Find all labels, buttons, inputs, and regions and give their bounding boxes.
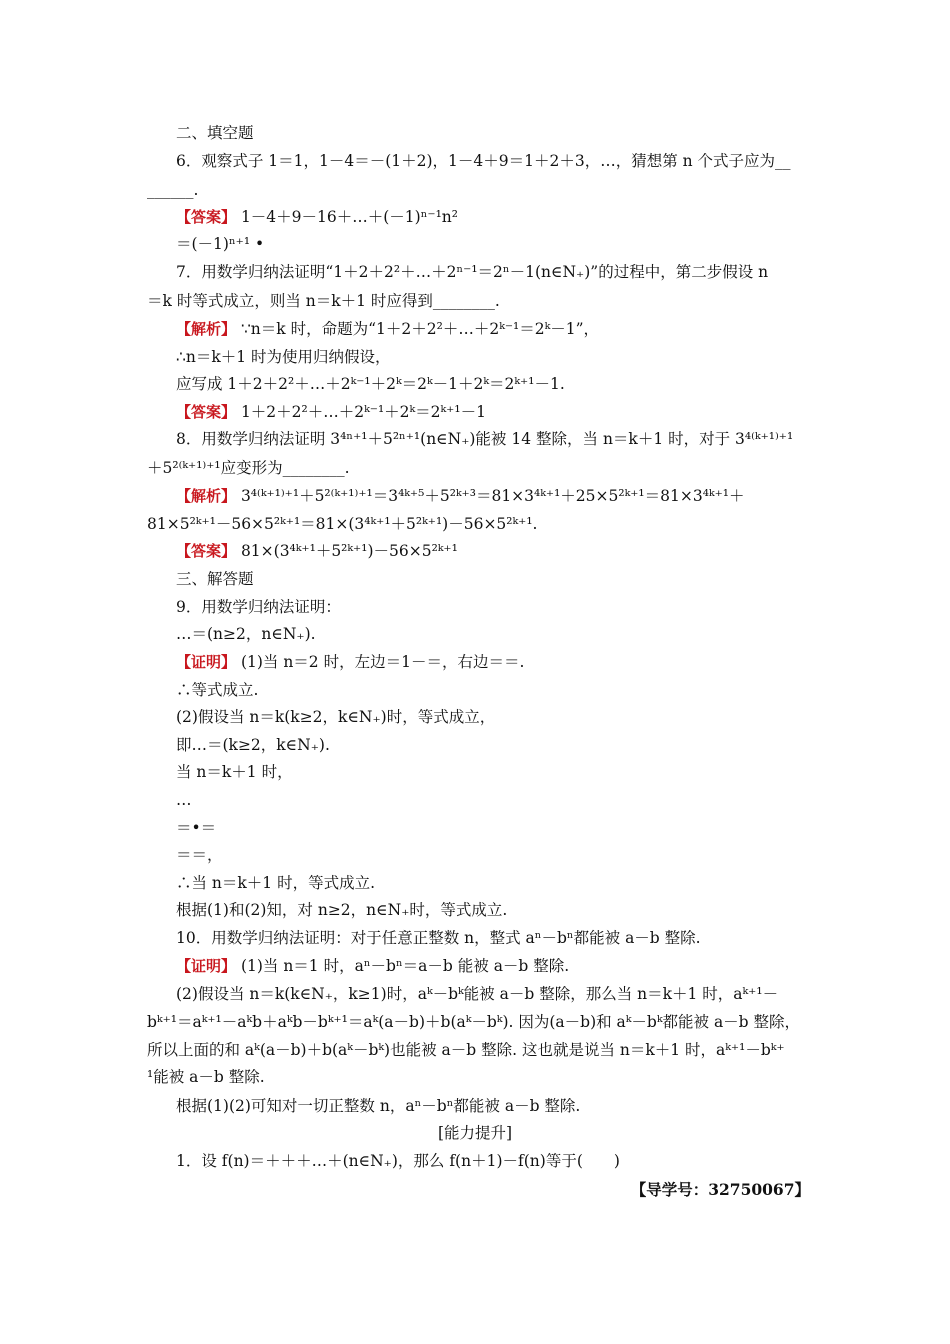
line-text: 1－4＋9－16＋…＋(－1)ⁿ⁻¹n²: [236, 208, 459, 226]
text-line: [176, 680, 258, 700]
label-tag: 【答案】: [176, 542, 237, 560]
label-tag: 【解析】: [176, 487, 237, 505]
text-line: [176, 762, 293, 782]
line-text: 即…＝(k≥2，k∈N₊).: [176, 736, 330, 754]
label-tag: 【答案】: [176, 208, 237, 226]
line-text: 1＋2＋2²＋…＋2ᵏ⁻¹＋2ᵏ＝2ᵏ⁺¹－1: [236, 403, 486, 421]
line-text: (1)当 n＝2 时，左边＝1－＝，右边＝＝.: [236, 653, 525, 671]
label-tag: 【证明】: [176, 957, 237, 975]
text-line: [147, 1040, 785, 1060]
guide-number: 【导学号：32750067】: [630, 1180, 810, 1199]
label-tag: 【答案】: [176, 403, 237, 421]
text-line: [176, 707, 495, 727]
line-text: ＝(－1)ⁿ⁺¹ •: [176, 235, 265, 253]
line-text: (2)假设当 n＝k(k≥2，k∈N₊)时，等式成立，: [176, 708, 496, 726]
text-line: [176, 569, 254, 589]
text-line: [176, 486, 744, 506]
text-line: [176, 956, 569, 976]
text-line: [176, 818, 216, 838]
text-line: [176, 652, 524, 672]
line-text: 三、解答题: [176, 570, 254, 588]
label-tag: 【证明】: [176, 653, 237, 671]
line-text: …＝(n≥2，n∈N₊).: [176, 625, 316, 643]
text-line: [176, 790, 192, 810]
line-text: ∴当 n＝k＋1 时，等式成立.: [176, 874, 376, 892]
line-text: …: [176, 791, 192, 809]
line-text: 6．观察式子 1＝1，1－4＝－(1＋2)，1－4＋9＝1＋2＋3，…，猜想第 n 个式子应为__: [176, 152, 791, 170]
text-line: [147, 291, 500, 311]
text-line: [176, 900, 507, 920]
text-line: [176, 624, 316, 644]
line-text: 7．用数学归纳法证明“1＋2＋2²＋…＋2ⁿ⁻¹＝2ⁿ－1(n∈N₊)”的过程中，第二步假设 n: [176, 263, 769, 281]
text-line: [176, 151, 791, 171]
line-text: 所以上面的和 aᵏ(a－b)＋b(aᵏ－bᵏ)也能被 a－b 整除. 这也就是说当 n＝k＋1 时，aᵏ⁺¹－bᵏ⁺: [147, 1041, 785, 1059]
text-line: [176, 597, 341, 617]
line-text: ∵n＝k 时，命题为“1＋2＋2²＋…＋2ᵏ⁻¹＝2ᵏ－1”，: [236, 320, 600, 338]
line-text: ∴等式成立.: [176, 681, 259, 699]
text-line: [147, 514, 537, 534]
question-1: 1．设 f(n)＝＋＋＋…＋(n∈N₊)，那么 f(n＋1)－f(n)等于( ): [176, 1152, 620, 1170]
text-line: [176, 735, 330, 755]
line-text: ＝k 时等式成立，则当 n＝k＋1 时应得到________.: [147, 292, 500, 310]
line-text: 81×5²ᵏ⁺¹－56×5²ᵏ⁺¹＝81×(3⁴ᵏ⁺¹＋5²ᵏ⁺¹)－56×5²ᵏ⁺¹.: [147, 515, 538, 533]
line-text: 二、填空题: [176, 124, 254, 142]
text-line: [176, 429, 793, 449]
text-line: [176, 845, 223, 865]
line-text: ______.: [147, 181, 199, 199]
line-text: ＋5²⁽ᵏ⁺¹⁾⁺¹应变形为________.: [147, 459, 350, 477]
text-line: [176, 207, 458, 227]
text-line: [176, 347, 391, 367]
text-line: [176, 1096, 580, 1116]
line-text: 8．用数学归纳法证明 3⁴ⁿ⁺¹＋5²ⁿ⁺¹(n∈N₊)能被 14 整除，当 n＝k＋1 时，对于 3⁴⁽ᵏ⁺¹⁾⁺¹: [176, 430, 794, 448]
text-line: [147, 180, 198, 200]
section-heading-ability: [能力提升]: [437, 1124, 513, 1142]
text-line: [176, 262, 768, 282]
line-text: (1)当 n＝1 时，aⁿ－bⁿ＝a－b 能被 a－b 整除.: [236, 957, 570, 975]
line-text: 3⁴⁽ᵏ⁺¹⁾⁺¹＋5²⁽ᵏ⁺¹⁾⁺¹＝3⁴ᵏ⁺⁵＋5²ᵏ⁺³＝81×3⁴ᵏ⁺¹＋25×5²ᵏ⁺¹＝81×3⁴ᵏ⁺¹＋: [236, 487, 745, 505]
text-line: [176, 928, 701, 948]
label-tag: 【解析】: [176, 320, 237, 338]
text-line: [147, 1067, 265, 1087]
line-text: ¹能被 a－b 整除.: [147, 1068, 265, 1086]
text-line: [176, 374, 565, 394]
line-text: ＝•＝: [176, 819, 217, 837]
text-line: [176, 123, 254, 143]
text-line: [176, 873, 375, 893]
line-text: ∴n＝k＋1 时为使用归纳假设，: [176, 348, 391, 366]
line-text: (2)假设当 n＝k(k∈N₊，k≥1)时，aᵏ－bᵏ能被 a－b 整除，那么当 n＝k＋1 时，aᵏ⁺¹－: [176, 985, 779, 1003]
text-line: [176, 402, 486, 422]
text-line: [176, 234, 264, 254]
text-line: [176, 984, 778, 1004]
text-line: [147, 458, 350, 478]
line-text: 10．用数学归纳法证明：对于任意正整数 n，整式 aⁿ－bⁿ都能被 a－b 整除.: [176, 929, 701, 947]
text-line: [147, 1012, 800, 1032]
line-text: ＝＝，: [176, 846, 223, 864]
text-line: [176, 541, 458, 561]
line-text: 当 n＝k＋1 时，: [176, 763, 293, 781]
line-text: 9．用数学归纳法证明：: [176, 598, 341, 616]
line-text: bᵏ⁺¹＝aᵏ⁺¹－aᵏb＋aᵏb－bᵏ⁺¹＝aᵏ(a－b)＋b(aᵏ－bᵏ). 因为(a－b)和 aᵏ－bᵏ都能被 a－b 整除，: [147, 1013, 801, 1031]
line-text: 应写成 1＋2＋2²＋…＋2ᵏ⁻¹＋2ᵏ＝2ᵏ－1＋2ᵏ＝2ᵏ⁺¹－1.: [176, 375, 565, 393]
line-text: 根据(1)和(2)知，对 n≥2，n∈N₊时，等式成立.: [176, 901, 508, 919]
line-text: 根据(1)(2)可知对一切正整数 n，aⁿ－bⁿ都能被 a－b 整除.: [176, 1097, 581, 1115]
line-text: 81×(3⁴ᵏ⁺¹＋5²ᵏ⁺¹)－56×5²ᵏ⁺¹: [236, 542, 458, 560]
text-line: [176, 319, 599, 339]
